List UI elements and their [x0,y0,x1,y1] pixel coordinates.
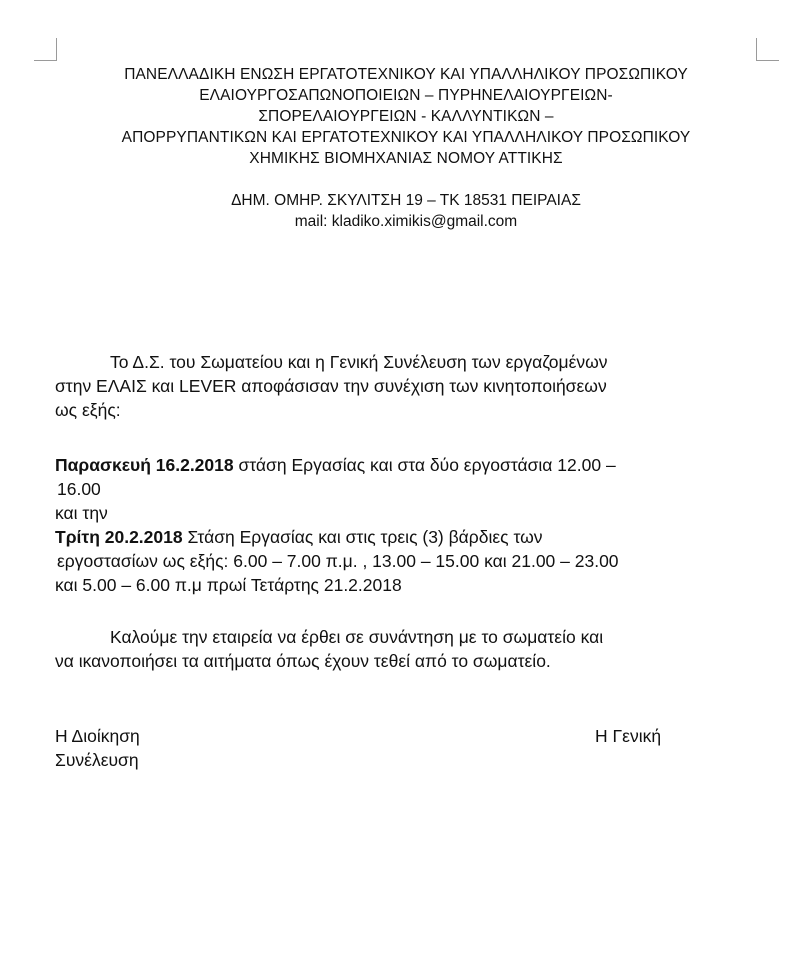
paragraph-decision [55,350,755,422]
schedule-day2-line-2: εργοστασίων ως εξής: 6.00 – 7.00 π.μ. , 13.00 – 15.00 και 21.00 – 23.00 [57,551,619,571]
schedule-day2-line-3: και 5.00 – 6.00 π.μ πρωί Τετάρτης 21.2.2018 [55,575,402,595]
paragraph-decision-line-1: Το Δ.Σ. του Σωματείου και η Γενική Συνέλευση των εργαζομένων [110,352,608,372]
paragraph-call-line-2: να ικανοποιήσει τα αιτήματα όπως έχουν τεθεί από το σωματείο. [55,651,551,671]
postal-address: ΔΗΜ. ΟΜΗΡ. ΣΚΥΛΙΤΣΗ 19 – ΤΚ 18531 ΠΕΙΡΑΙΑΣ [231,192,581,209]
schedule-connector: και την [55,503,108,523]
schedule-day1-text: στάση Εργασίας και στα δύο εργοστάσια 12.00 – [233,455,616,475]
header-line-3: ΣΠΟΡΕΛΑΙΟΥΡΓΕΙΩΝ - ΚΑΛΛΥΝΤΙΚΩΝ – [258,108,554,125]
schedule-day1-date: Παρασκευή 16.2.2018 [55,455,234,475]
paragraph-call-to-company [55,625,755,673]
schedule-day2-date: Τρίτη 20.2.2018 [55,527,183,547]
paragraph-decision-line-2: στην ΕΛΑΙΣ και LEVER αποφάσισαν την συνέχιση των κινητοποιήσεων [55,376,607,396]
header-line-2: ΕΛΑΙΟΥΡΓΟΣΑΠΩΝΟΠΟΙΕΙΩΝ – ΠΥΡΗΝΕΛΑΙΟΥΡΓΕΙΩΝ- [199,87,613,104]
schedule-day2-text: Στάση Εργασίας και στις τρεις (3) βάρδιες των [182,527,543,547]
paragraph-strike-schedule [55,453,755,597]
union-header [40,64,772,169]
page-corner-mark-top-left [34,38,57,61]
schedule-day1-cont: 16.00 [57,479,101,499]
signature-general: Η Γενική [595,726,662,746]
email-address: mail: kladiko.ximikis@gmail.com [294,213,518,230]
page-corner-mark-top-right [756,38,779,61]
signature-assembly: Συνέλευση [55,750,139,770]
header-line-5: ΧΗΜΙΚΗΣ ΒΙΟΜΗΧΑΝΙΑΣ ΝΟΜΟΥ ΑΤΤΙΚΗΣ [249,150,563,167]
paragraph-decision-line-3: ως εξής: [55,400,121,420]
signature-board: Η Διοίκηση [55,726,140,746]
schedule-day1-line [55,453,755,477]
schedule-day2-line [55,525,755,549]
paragraph-call-line-1: Καλούμε την εταιρεία να έρθει σε συνάντηση με το σωματείο και [110,627,604,647]
header-line-1: ΠΑΝΕΛΛΑΔΙΚΗ ΕΝΩΣΗ ΕΡΓΑΤΟΤΕΧΝΙΚΟΥ ΚΑΙ ΥΠΑΛΛΗΛΙΚΟΥ ΠΡΟΣΩΠΙΚΟΥ [124,66,688,83]
contact-block [40,190,772,232]
header-line-4: ΑΠΟΡΡΥΠΑΝΤΙΚΩΝ ΚΑΙ ΕΡΓΑΤΟΤΕΧΝΙΚΟΥ ΚΑΙ ΥΠΑΛΛΗΛΙΚΟΥ ΠΡΟΣΩΠΙΚΟΥ [121,129,691,146]
